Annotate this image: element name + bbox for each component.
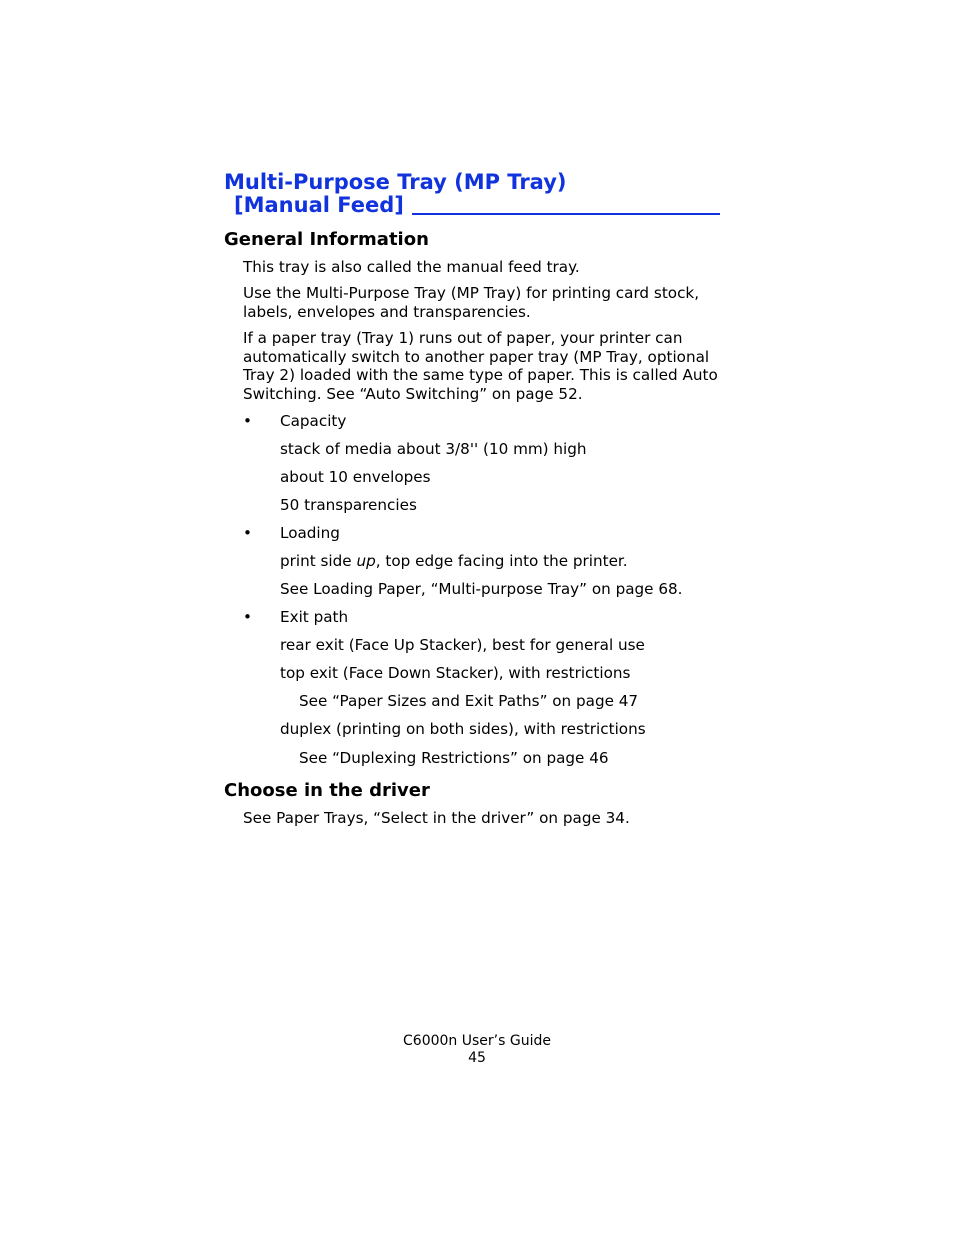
exit-path-label: Exit path: [280, 608, 349, 626]
bullet-dot: •: [243, 524, 252, 542]
exit-item-top-reference: See “Paper Sizes and Exit Paths” on page 47: [299, 692, 639, 710]
capacity-item: stack of media about 3/8'' (10 mm) high: [280, 440, 587, 458]
exit-item-top: top exit (Face Down Stacker), with restrictions: [280, 664, 631, 682]
loading-item-1: [280, 552, 628, 571]
general-paragraph-1: This tray is also called the manual feed tray.: [243, 258, 580, 276]
capacity-item: 50 transparencies: [280, 496, 417, 514]
exit-item-duplex: duplex (printing on both sides), with restrictions: [280, 720, 646, 738]
loading-item-1-emphasis: up: [356, 552, 376, 570]
driver-paragraph: See Paper Trays, “Select in the driver” on page 34.: [243, 809, 630, 827]
title-underline-rule: [412, 213, 720, 215]
title-line-1: Multi-Purpose Tray (MP Tray): [224, 170, 567, 194]
general-information-heading: General Information: [224, 229, 429, 250]
bullet-dot: •: [243, 608, 252, 626]
general-paragraph-2: Use the Multi-Purpose Tray (MP Tray) for printing card stock, labels, envelopes and transparencies.: [243, 284, 700, 321]
loading-label: Loading: [280, 524, 340, 542]
capacity-item: about 10 envelopes: [280, 468, 431, 486]
loading-item-2: See Loading Paper, “Multi-purpose Tray” on page 68.: [280, 580, 683, 598]
exit-item-rear: rear exit (Face Up Stacker), best for general use: [280, 636, 645, 654]
general-paragraph-3: If a paper tray (Tray 1) runs out of paper, your printer can automatically switch to another paper tray (MP Tray, optional Tray 2) loaded with the same type of paper. This is called Auto Switching. See “Auto Switching” on page 52.: [243, 329, 718, 404]
bullet-dot: •: [243, 412, 252, 430]
loading-item-1-suffix: , top edge facing into the printer.: [375, 552, 628, 570]
footer-page-number: 45: [468, 1050, 486, 1066]
capacity-label: Capacity: [280, 412, 347, 430]
choose-driver-heading: Choose in the driver: [224, 780, 430, 801]
page-title: [224, 171, 744, 217]
title-line-2: [Manual Feed]: [234, 193, 404, 217]
footer-guide-title: C6000n User’s Guide: [403, 1033, 551, 1049]
exit-item-duplex-reference: See “Duplexing Restrictions” on page 46: [299, 749, 609, 767]
loading-item-1-prefix: print side: [280, 552, 357, 570]
